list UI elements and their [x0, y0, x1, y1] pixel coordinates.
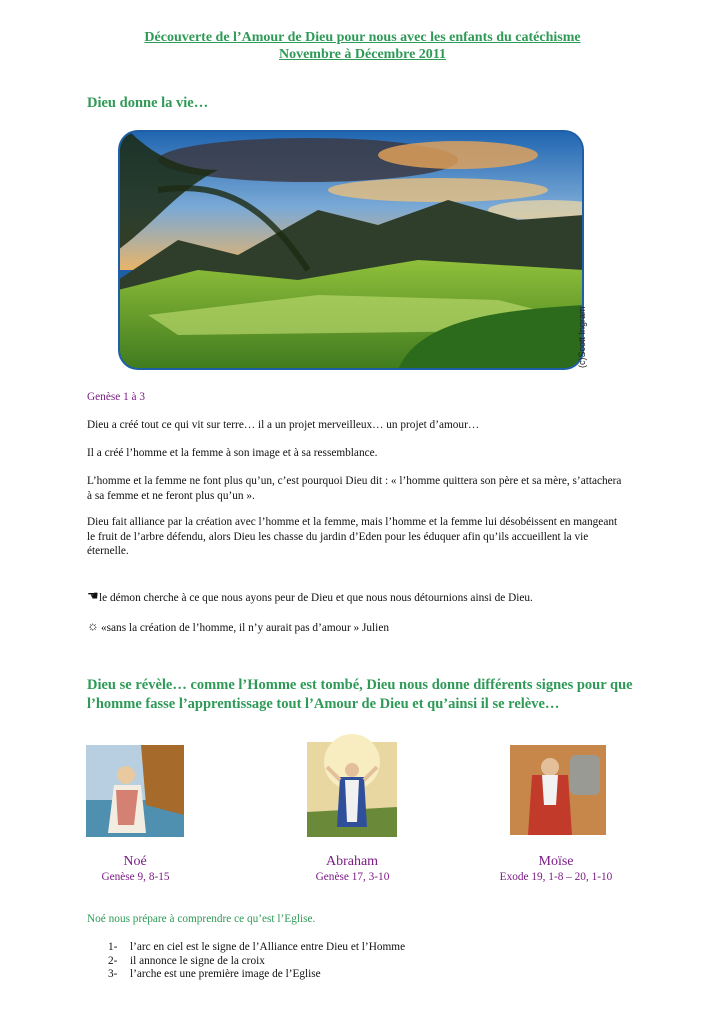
- list-item: 2- il annonce le signe de la croix: [108, 954, 265, 967]
- paragraph-4: Dieu fait alliance par la création avec l’homme et la femme, mais l’homme et la femme lui désobéissent en mangeant le fruit de l’arbre défendu, alors Dieu les chasse du jardin d’Eden pour les éduquer afin qu’ils accueillent la vie éternelle.: [87, 516, 618, 557]
- moses-image: [510, 745, 606, 835]
- genesis-reference: Genèse 1 à 3: [87, 391, 146, 403]
- abraham-image: [307, 742, 397, 837]
- noah-image: [86, 745, 184, 837]
- quote-julien: «sans la création de l’homme, il n’y aurait pas d’amour » Julien: [101, 622, 389, 634]
- caption-noe: Noé: [123, 854, 147, 869]
- list-item: 3- l’arche est une première image de l’Eglise: [108, 968, 321, 980]
- caption-abraham: Abraham: [325, 854, 379, 869]
- noe-signs-list: [108, 941, 608, 982]
- section-heading-reveals: Dieu se révèle… comme l’Homme est tombé, Dieu nous donne différents signes pour que l’homme fasse l’apprentissage tout l’Amour de Dieu et qu’ainsi il se relève…: [87, 677, 633, 712]
- ref-moise: Exode 19, 1-8 – 20, 1-10: [499, 871, 613, 883]
- photo-credit: (c)Scott Ingram: [577, 306, 587, 368]
- noe-intro: Noé nous prépare à comprendre ce qu’est l’Eglise.: [87, 913, 316, 925]
- paragraph-1: Dieu a créé tout ce qui vit sur terre… il a un projet merveilleux… un projet d’amour…: [87, 419, 480, 431]
- pointer-icon: ☚: [87, 588, 99, 603]
- ref-noe: Genèse 9, 8-15: [101, 871, 170, 883]
- paragraph-3: L’homme et la femme ne font plus qu’un, c’est pourquoi Dieu dit : « l’homme quittera son père et sa mère, s’attachera à sa femme et ne feront plus qu’un ».: [87, 475, 622, 502]
- ref-abraham: Genèse 17, 3-10: [315, 871, 390, 883]
- list-item: 1- l’arc en ciel est le signe de l’Alliance entre Dieu et l’Homme: [108, 941, 406, 953]
- document-title-line2: Novembre à Décembre 2011: [278, 47, 447, 62]
- paragraph-2: Il a créé l’homme et la femme à son image et à sa ressemblance.: [87, 447, 378, 459]
- note-demon: le démon cherche à ce que nous ayons peur de Dieu et que nous nous détournions ainsi de Dieu.: [99, 592, 533, 604]
- sun-icon: ☼: [87, 618, 99, 633]
- section-heading-life: Dieu donne la vie…: [87, 95, 209, 111]
- landscape-photo: [118, 130, 587, 370]
- document-title-line1: Découverte de l’Amour de Dieu pour nous avec les enfants du catéchisme: [144, 30, 581, 45]
- caption-moise: Moïse: [538, 854, 574, 869]
